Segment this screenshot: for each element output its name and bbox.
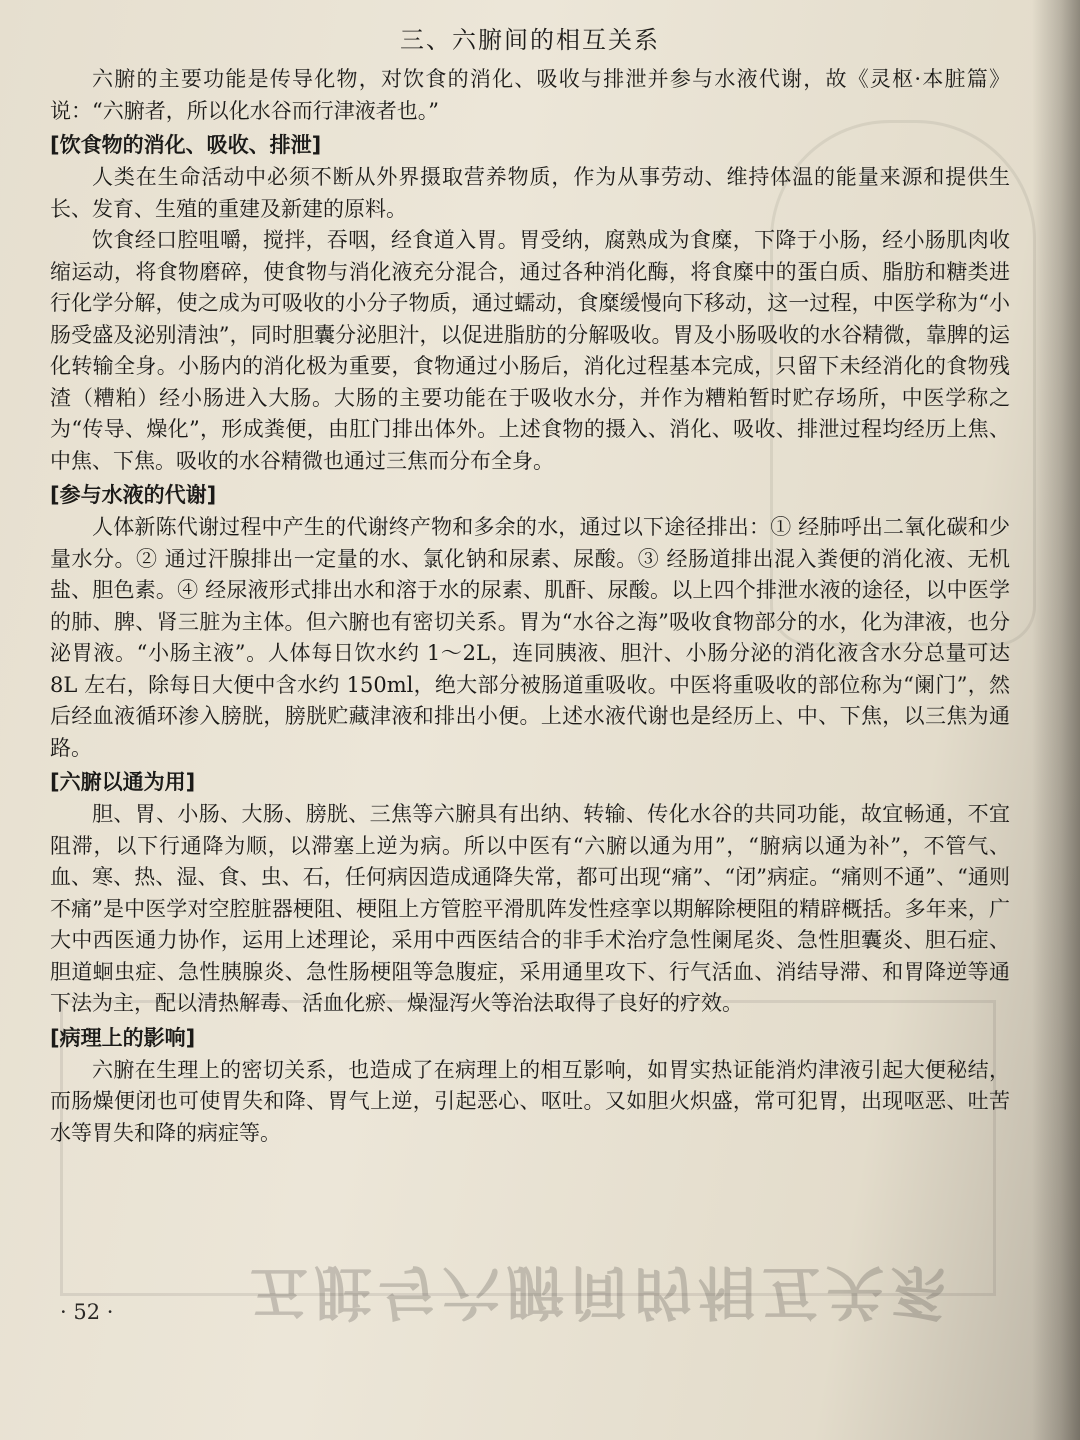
page-edge-shadow	[1032, 0, 1080, 1440]
paragraph: 六腑在生理上的密切关系，也造成了在病理上的相互影响，如胃实热证能消灼津液引起大便秘结，而肠燥便闭也可使胃失和降、胃气上逆，引起恶心、呕吐。又如胆火炽盛，常可犯胃，出现呕恶、吐苦水等胃失和降的病症等。	[50, 1057, 1010, 1145]
paragraph: 饮食经口腔咀嚼，搅拌，吞咽，经食道入胃。胃受纳，腐熟成为食糜，下降于小肠，经小肠肌肉收缩运动，将食物磨碎，使食物与消化液充分混合，通过各种消化酶，将食糜中的蛋白质、脂肪和糖类进行化学分解，使之成为可吸收的小分子物质，通过蠕动，食糜缓慢向下移动，这一过程，中医学称为“小肠受盛及泌别清浊”，同时胆囊分泌胆汁，以促进脂肪的分解吸收。胃及小肠吸收的水谷精微，靠脾的运化转输全身。小肠内的消化极为重要，食物通过小肠后，消化过程基本完成，只留下未经消化的食物残渣（糟粕）经小肠进入大肠。大肠的主要功能在于吸收水分，并作为糟粕暂时贮存场所，中医学称之为“传导、燥化”，形成粪便，由肛门排出体外。上述食物的摄入、消化、吸收、排泄过程均经历上焦、中焦、下焦。吸收的水谷精微也通过三焦而分布全身。	[50, 228, 1010, 473]
paragraph: 胆、胃、小肠、大肠、膀胱、三焦等六腑具有出纳、转输、传化水谷的共同功能，故宜畅通，不宜阻滞，以下行通降为顺，以滞塞上逆为病。所以中医有“六腑以通为用”，“腑病以通为补”，不管气、血、寒、热、湿、食、虫、石，任何病因造成通降失常，都可出现“痛”、“闭”病症。“痛则不通”、“通则不痛”是中医学对空腔脏器梗阻、梗阻上方管腔平滑肌阵发性痉挛以期解除梗阻的精辟概括。多年来，广大中西医通力协作，运用上述理论，采用中西医结合的非手术治疗急性阑尾炎、急性胆囊炎、胆石症、胆道蛔虫症、急性胰腺炎、急性肠梗阻等急腹症，采用通里攻下、行气活血、消结导滞、和胃降逆等通下法为主，配以清热解毒、活血化瘀、燥湿泻火等治法取得了良好的疗效。	[50, 802, 1010, 1015]
section-heading-patency: [六腑以通为用]	[50, 770, 196, 794]
section-heading-pathology: [病理上的影响]	[50, 1025, 196, 1050]
page-body	[50, 20, 1010, 1149]
paragraph: 人类在生命活动中必须不断从外界摄取营养物质，作为从事劳动、维持体温的能量来源和提供生长、发育、生殖的重建及新建的原料。	[50, 165, 1010, 221]
page-number: · 52 ·	[60, 1300, 114, 1324]
bleed-through-heading: 五脏与六腑间的相互关系	[250, 1258, 955, 1326]
section-heading-fluid-metabolism: [参与水液的代谢]	[50, 483, 217, 507]
paragraph: 人体新陈代谢过程中产生的代谢终产物和多余的水，通过以下途径排出：① 经肺呼出二氧化碳和少量水分。② 通过汗腺排出一定量的水、氯化钠和尿素、尿酸。③ 经肠道排出混入粪便的消化液、无机盐、胆色素。④ 经尿液形式排出水和溶于水的尿素、肌酐、尿酸。以上四个排泄水液的途径，以中医学的肺、脾、肾三脏为主体。但六腑也有密切关系。胃为“水谷之海”吸收食物部分的水，化为津液，也分泌胃液。“小肠主液”。人体每日饮水约 1～2L，连同胰液、胆汁、小肠分泌的消化液含水分总量可达 8L 左右，除每日大便中含水约 150ml，绝大部分被肠道重吸收。中医将重吸收的部位称为“阑门”，然后经血液循环渗入膀胱，膀胱贮藏津液和排出小便。上述水液代谢也是经历上、中、下焦，以三焦为通路。	[50, 515, 1010, 760]
page-title: 三、六腑间的相互关系	[400, 26, 660, 54]
section-heading-digestion: [饮食物的消化、吸收、排泄]	[50, 133, 322, 157]
intro-paragraph: 六腑的主要功能是传导化物，对饮食的消化、吸收与排泄并参与水液代谢，故《灵枢·本脏篇》说：“六腑者，所以化水谷而行津液者也。”	[50, 67, 1010, 123]
